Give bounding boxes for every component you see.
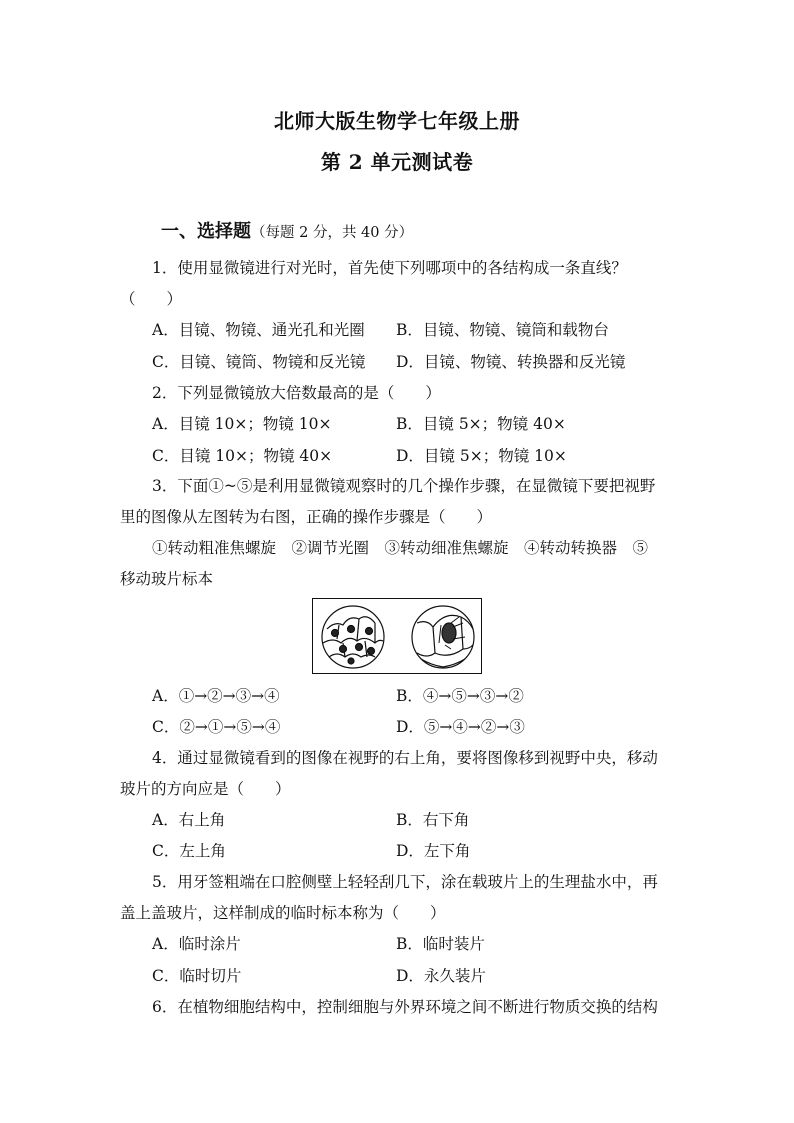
question-3-stem: 3．下面①~⑤是利用显微镜观察时的几个操作步骤，在显微镜下要把视野 [152, 477, 656, 495]
section-heading [161, 222, 413, 243]
question-2-option-d: D．目镜 5×；物镜 10× [396, 447, 567, 465]
section-note: （每题 2 分，共 40 分） [251, 225, 414, 241]
left-field-of-view [322, 606, 384, 668]
microscope-view-figure [312, 598, 482, 674]
question-1-stem-cont: （ ） [120, 290, 183, 308]
question-4-option-d: D．左下角 [396, 842, 471, 860]
question-6-stem: 6．在植物细胞结构中，控制细胞与外界环境之间不断进行物质交换的结构 [152, 998, 658, 1016]
question-3-option-d: D．⑤→④→②→③ [396, 718, 525, 736]
document-title: 北师大版生物学七年级上册 [274, 109, 520, 133]
question-4-option-b: B．右下角 [396, 811, 470, 829]
question-1-option-c: C．目镜、镜筒、物镜和反光镜 [152, 353, 366, 371]
question-4-option-c: C．左上角 [152, 842, 226, 860]
question-4-option-a: A．右上角 [152, 811, 226, 829]
question-5-option-c: C．临时切片 [152, 967, 242, 985]
question-2-option-b: B．目镜 5×；物镜 40× [396, 415, 566, 433]
question-5-option-b: B．临时装片 [396, 935, 485, 953]
question-2-option-c: C．目镜 10×；物镜 40× [152, 447, 333, 465]
question-5-option-d: D．永久装片 [396, 967, 486, 985]
question-1-option-a: A．目镜、物镜、通光孔和光圈 [152, 321, 365, 339]
question-1-stem: 1．使用显微镜进行对光时，首先使下列哪项中的各结构成一条直线？ [152, 259, 627, 277]
question-2-stem: 2．下列显微镜放大倍数最高的是（ ） [152, 384, 441, 402]
question-3-steps: ①转动粗准焦螺旋 ②调节光圈 ③转动细准焦螺旋 ④转动转换器 ⑤ [152, 539, 649, 557]
question-3-option-c: C．②→①→⑤→④ [152, 718, 281, 736]
right-field-of-view [412, 606, 474, 668]
document-subtitle: 第 2 单元测试卷 [320, 150, 474, 174]
question-3-steps-cont: 移动玻片标本 [120, 570, 214, 588]
section-heading-text: 一、选择题 [161, 221, 251, 242]
question-5-stem-cont: 盖上盖玻片，这样制成的临时标本称为（ ） [120, 904, 446, 922]
question-3-option-b: B．④→⑤→③→② [396, 687, 524, 705]
question-5-stem: 5．用牙签粗端在口腔侧壁上轻轻刮几下，涂在载玻片上的生理盐水中，再 [152, 873, 658, 891]
question-4-stem-cont: 玻片的方向应是（ ） [120, 780, 291, 798]
question-3-stem-cont: 里的图像从左图转为右图，正确的操作步骤是（ ） [120, 508, 493, 526]
question-1-option-b: B．目镜、物镜、镜筒和载物台 [396, 321, 609, 339]
question-2-option-a: A．目镜 10×；物镜 10× [152, 415, 332, 433]
microscope-view-drawing [313, 599, 483, 675]
question-1-option-d: D．目镜、物镜、转换器和反光镜 [396, 353, 626, 371]
question-3-option-a: A．①→②→③→④ [152, 687, 280, 705]
question-5-option-a: A．临时涂片 [152, 935, 241, 953]
question-4-stem: 4．通过显微镜看到的图像在视野的右上角，要将图像移到视野中央，移动 [152, 749, 658, 767]
